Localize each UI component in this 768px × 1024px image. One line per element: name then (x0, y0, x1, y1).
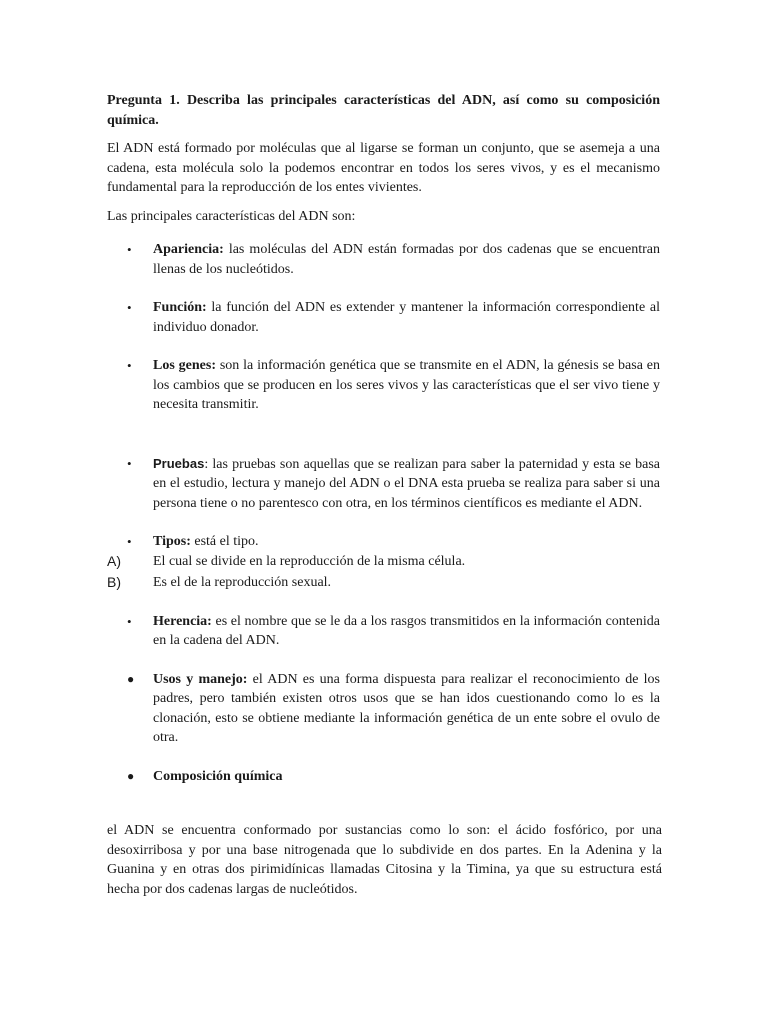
bullet-icon: • (127, 534, 132, 549)
sub-item-text: Es el de la reproducción sexual. (153, 575, 332, 590)
bullet-icon: ● (127, 671, 135, 686)
item-label: Los genes: (153, 358, 216, 373)
bullet-icon: • (127, 300, 132, 315)
item-label: Función: (153, 300, 207, 315)
item-text: está el tipo. (190, 534, 259, 549)
item-label: Composición química (153, 768, 283, 784)
closing-paragraph: el ADN se encuentra conformado por sustancias como lo son: el ácido fosfórico, por una desoxirribosa y por una base nitrogenada que lo subdivide en dos partes. En la Adenina y la Guanina y en otras dos pirimidínicas llamadas Citosina y la Timina, ya que su estructura está hecha por dos cadenas largas de nucleótidos. (107, 823, 662, 897)
sub-item-b (107, 573, 660, 593)
item-label: Pruebas (153, 455, 205, 471)
item-label: Usos y manejo: (153, 671, 248, 687)
intro-paragraph: El ADN está formado por moléculas que al ligarse se forman un conjunto, que se asemeja a una cadena, esta molécula solo la podemos encontrar en todos los seres vivos, y es el mecanismo fundamental para la reproducción de los entes vivientes. (107, 141, 660, 195)
bullet-icon: • (127, 358, 132, 373)
list-item-apariencia (107, 240, 660, 279)
document-body (107, 91, 660, 786)
list-item-genes (107, 356, 660, 415)
bullet-icon: • (127, 242, 132, 257)
list-item-funcion (107, 298, 660, 337)
sub-item-marker: A) (107, 552, 121, 569)
item-text: es el nombre que se le da a los rasgos transmitidos en la información contenida en la cadena del ADN. (153, 613, 660, 648)
item-text: las moléculas del ADN están formadas por dos cadenas que se encuentran llenas de los nucleótidos. (153, 242, 660, 277)
bullet-icon: • (127, 613, 132, 629)
list-item-composicion (107, 767, 660, 787)
list-item-herencia (107, 612, 660, 651)
bullet-icon: • (127, 455, 132, 471)
item-text: el ADN es una forma dispuesta para realizar el reconocimiento de los padres, pero también existen otros usos que se han idos cuestionando como lo es la clonación, esto se obtiene mediante la información genética de un ente sobre el ovulo de otra. (153, 671, 660, 745)
sub-item-marker: B) (107, 574, 121, 590)
sub-item-a (107, 552, 660, 572)
item-label: Apariencia: (153, 242, 224, 257)
item-text: son la información genética que se transmite en el ADN, la génesis se basa en los cambios que se producen en los seres vivos y las características que el ser vivo tiene y necesita transmitir. (153, 358, 660, 412)
bullet-icon: ● (127, 768, 135, 783)
item-text: la función del ADN es extender y mantener la información correspondiente al individuo donador. (153, 300, 660, 335)
list-item-usos (107, 670, 660, 748)
item-label: Herencia: (153, 613, 212, 629)
item-label: Tipos: (153, 534, 191, 549)
list-item-tipos (107, 532, 660, 552)
item-text: : las pruebas son aquellas que se realizan para saber la paternidad y esta se basa en el estudio, lectura y manejo del ADN o el DNA esta prueba se realiza para saber si una persona tiene o no parentesco con otra, en los términos científicos es mediante el ADN. (153, 456, 660, 511)
closing-block (107, 821, 662, 899)
list-item-pruebas (107, 454, 660, 514)
question-heading: Pregunta 1. Describa las principales características del ADN, así como su composición química. (107, 93, 660, 128)
list-intro: Las principales características del ADN son: (107, 208, 356, 224)
sub-item-text: El cual se divide en la reproducción de la misma célula. (153, 553, 466, 569)
